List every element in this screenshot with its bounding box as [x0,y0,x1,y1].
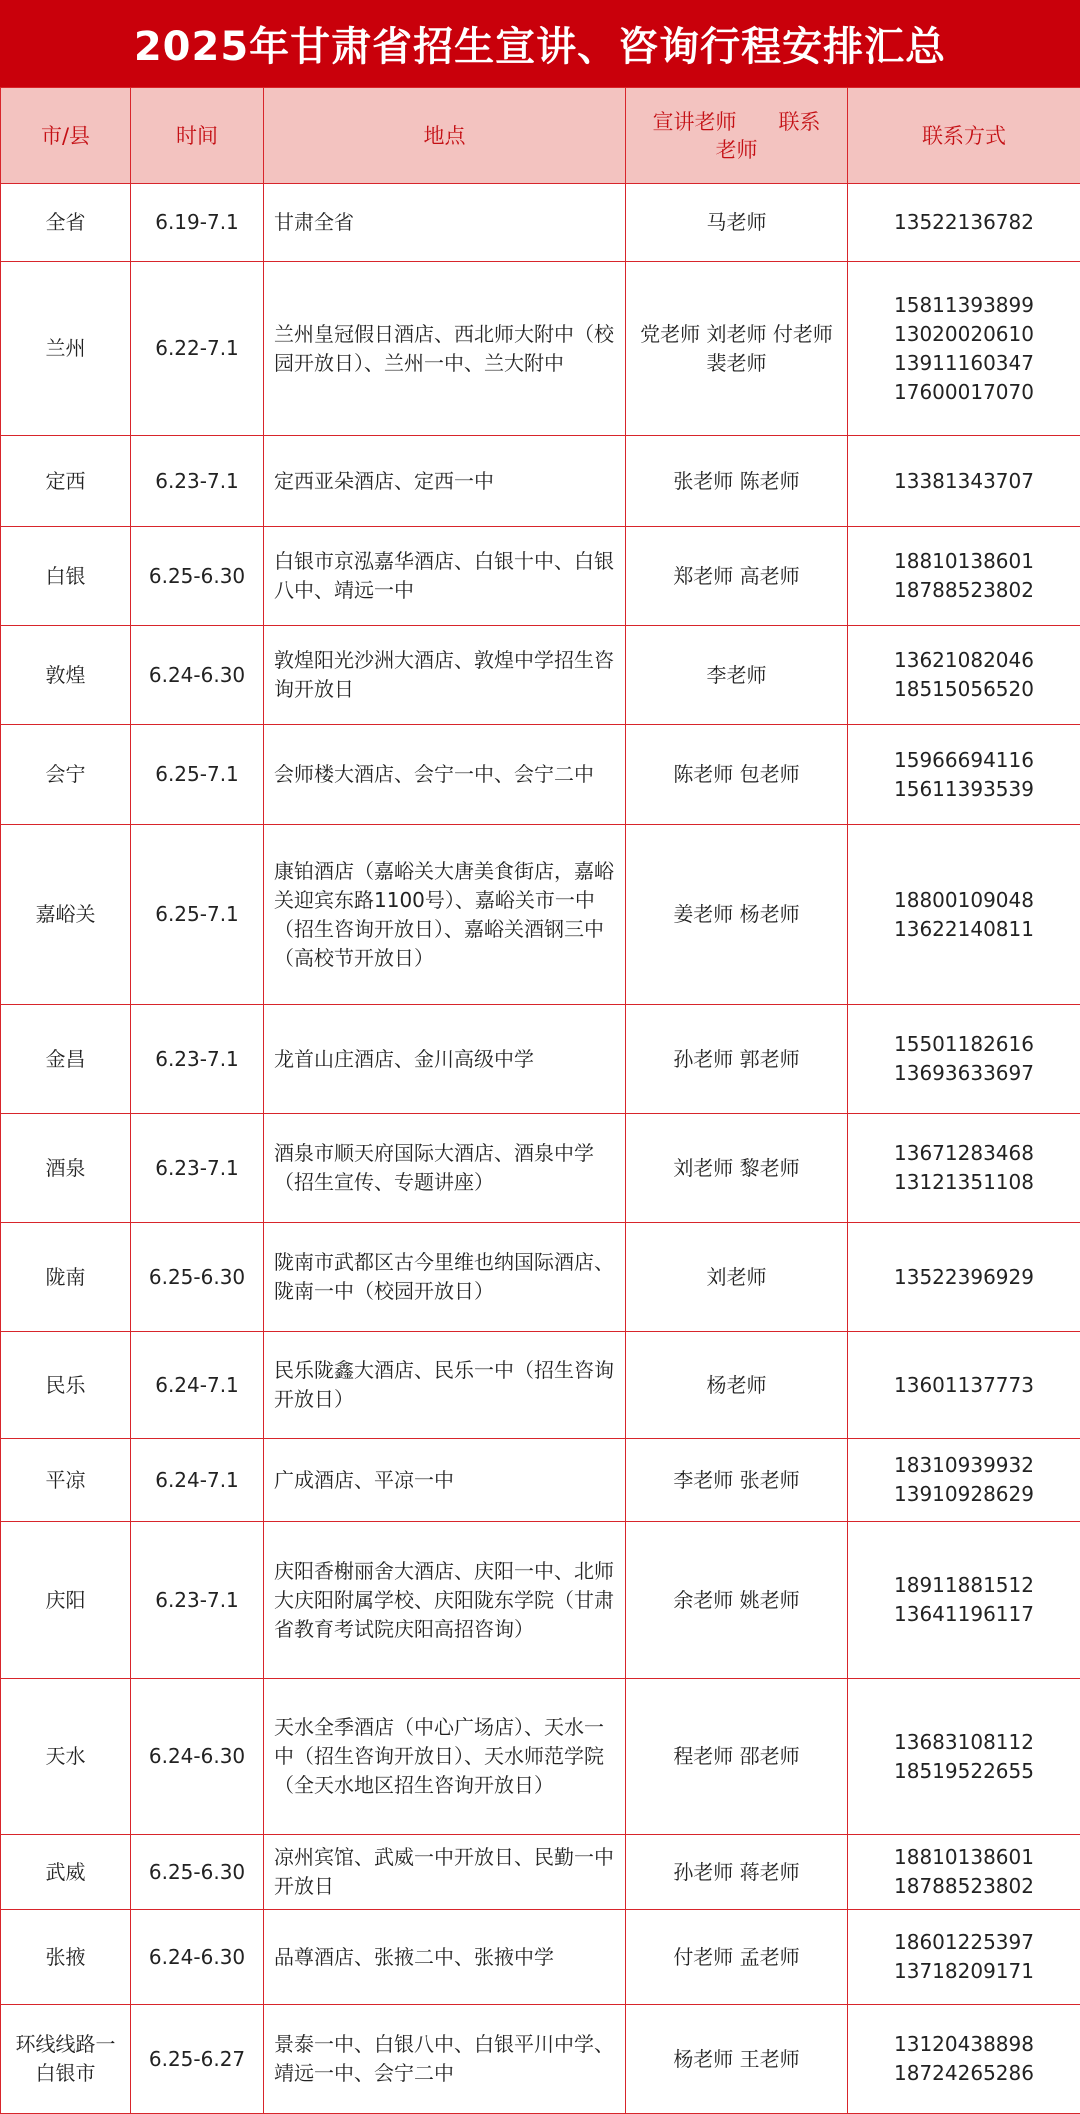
cell-time: 6.23-7.1 [131,1114,264,1223]
cell-city: 敦煌 [1,626,131,725]
page-title: 2025年甘肃省招生宣讲、咨询行程安排汇总 [0,0,1080,87]
cell-phones [848,2005,1080,2114]
cell-teachers: 程老师 邵老师 [626,1679,848,1835]
phone-number: 13522396929 [858,1263,1070,1292]
phone-number: 13121351108 [858,1168,1070,1197]
cell-place: 敦煌阳光沙洲大酒店、敦煌中学招生咨询开放日 [264,626,626,725]
phone-number: 18519522655 [858,1757,1070,1786]
table-row [1,1439,1080,1522]
phone-number: 13683108112 [858,1728,1070,1757]
phone-number: 13020020610 [858,320,1070,349]
cell-phones [848,1910,1080,2005]
table-row [1,1223,1080,1332]
cell-phones [848,725,1080,825]
table-row [1,825,1080,1005]
table-row [1,184,1080,262]
column-header-teachers-line1: 宣讲老师 联系 [636,108,837,136]
phone-number: 18724265286 [858,2059,1070,2088]
table-row [1,1005,1080,1114]
phone-number: 18810138601 [858,547,1070,576]
cell-city: 兰州 [1,262,131,436]
cell-place: 广成酒店、平凉一中 [264,1439,626,1522]
phone-number: 18310939932 [858,1451,1070,1480]
cell-phones [848,436,1080,527]
column-header-city: 市/县 [1,88,131,184]
cell-time: 6.25-7.1 [131,825,264,1005]
table-row [1,262,1080,436]
cell-time: 6.23-7.1 [131,1522,264,1679]
column-header-time: 时间 [131,88,264,184]
phone-number: 13641196117 [858,1600,1070,1629]
cell-time: 6.25-6.30 [131,527,264,626]
table-row [1,1332,1080,1439]
cell-place: 天水全季酒店（中心广场店）、天水一中（招生咨询开放日）、天水师范学院（全天水地区招生咨询开放日） [264,1679,626,1835]
cell-city: 嘉峪关 [1,825,131,1005]
table-row [1,527,1080,626]
cell-place: 甘肃全省 [264,184,626,262]
phone-number: 13910928629 [858,1480,1070,1509]
cell-phones [848,1439,1080,1522]
table-row [1,1835,1080,1910]
cell-teachers: 杨老师 [626,1332,848,1439]
cell-time: 6.23-7.1 [131,436,264,527]
schedule-table [0,87,1080,2114]
cell-city: 陇南 [1,1223,131,1332]
cell-phones [848,1223,1080,1332]
cell-phones [848,626,1080,725]
cell-city: 平凉 [1,1439,131,1522]
phone-number: 18911881512 [858,1571,1070,1600]
cell-place: 兰州皇冠假日酒店、西北师大附中（校园开放日）、兰州一中、兰大附中 [264,262,626,436]
cell-place: 景泰一中、白银八中、白银平川中学、靖远一中、会宁二中 [264,2005,626,2114]
cell-teachers: 杨老师 王老师 [626,2005,848,2114]
cell-place: 庆阳香榭丽舍大酒店、庆阳一中、北师大庆阳附属学校、庆阳陇东学院（甘肃省教育考试院庆阳高招咨询） [264,1522,626,1679]
cell-time: 6.24-7.1 [131,1332,264,1439]
cell-city: 张掖 [1,1910,131,2005]
cell-place: 会师楼大酒店、会宁一中、会宁二中 [264,725,626,825]
phone-number: 13622140811 [858,915,1070,944]
cell-phones [848,1114,1080,1223]
column-header-contact: 联系方式 [848,88,1080,184]
cell-city: 定西 [1,436,131,527]
cell-city: 会宁 [1,725,131,825]
cell-phones [848,1522,1080,1679]
cell-place: 白银市京泓嘉华酒店、白银十中、白银八中、靖远一中 [264,527,626,626]
cell-teachers: 刘老师 黎老师 [626,1114,848,1223]
cell-teachers: 付老师 孟老师 [626,1910,848,2005]
column-header-place: 地点 [264,88,626,184]
table-row [1,626,1080,725]
cell-place: 民乐陇鑫大酒店、民乐一中（招生咨询开放日） [264,1332,626,1439]
cell-time: 6.25-6.27 [131,2005,264,2114]
cell-phones [848,1005,1080,1114]
column-header-teachers [626,88,848,184]
phone-number: 13522136782 [858,208,1070,237]
cell-time: 6.24-6.30 [131,626,264,725]
cell-time: 6.19-7.1 [131,184,264,262]
cell-time: 6.24-6.30 [131,1679,264,1835]
header-row [1,88,1080,184]
table-row [1,725,1080,825]
cell-time: 6.23-7.1 [131,1005,264,1114]
cell-place: 品尊酒店、张掖二中、张掖中学 [264,1910,626,2005]
cell-city: 酒泉 [1,1114,131,1223]
cell-phones [848,825,1080,1005]
cell-teachers: 李老师 张老师 [626,1439,848,1522]
cell-teachers: 马老师 [626,184,848,262]
phone-number: 18601225397 [858,1928,1070,1957]
cell-teachers: 李老师 [626,626,848,725]
cell-time: 6.22-7.1 [131,262,264,436]
phone-number: 13601137773 [858,1371,1070,1400]
cell-place: 龙首山庄酒店、金川高级中学 [264,1005,626,1114]
phone-number: 15811393899 [858,291,1070,320]
cell-place: 凉州宾馆、武威一中开放日、民勤一中开放日 [264,1835,626,1910]
cell-phones [848,1835,1080,1910]
phone-number: 13671283468 [858,1139,1070,1168]
cell-teachers: 姜老师 杨老师 [626,825,848,1005]
cell-time: 6.24-6.30 [131,1910,264,2005]
cell-city: 环线线路一白银市 [1,2005,131,2114]
cell-city: 天水 [1,1679,131,1835]
cell-time: 6.25-6.30 [131,1835,264,1910]
phone-number: 13621082046 [858,646,1070,675]
table-row [1,1679,1080,1835]
cell-time: 6.25-6.30 [131,1223,264,1332]
table-row [1,436,1080,527]
cell-teachers: 刘老师 [626,1223,848,1332]
cell-teachers: 孙老师 蒋老师 [626,1835,848,1910]
cell-time: 6.25-7.1 [131,725,264,825]
phone-number: 15501182616 [858,1030,1070,1059]
cell-place: 定西亚朵酒店、定西一中 [264,436,626,527]
phone-number: 18810138601 [858,1843,1070,1872]
phone-number: 15966694116 [858,746,1070,775]
cell-city: 庆阳 [1,1522,131,1679]
phone-number: 15611393539 [858,775,1070,804]
table-row [1,1522,1080,1679]
phone-number: 17600017070 [858,378,1070,407]
table-row [1,1114,1080,1223]
cell-phones [848,262,1080,436]
cell-city: 民乐 [1,1332,131,1439]
phone-number: 13120438898 [858,2030,1070,2059]
cell-teachers: 郑老师 高老师 [626,527,848,626]
cell-time: 6.24-7.1 [131,1439,264,1522]
cell-teachers: 党老师 刘老师 付老师 裴老师 [626,262,848,436]
cell-city: 白银 [1,527,131,626]
column-header-teachers-line2: 老师 [636,136,837,164]
phone-number: 13718209171 [858,1957,1070,1986]
phone-number: 13911160347 [858,349,1070,378]
cell-teachers: 陈老师 包老师 [626,725,848,825]
phone-number: 13693633697 [858,1059,1070,1088]
cell-phones [848,1679,1080,1835]
table-row [1,1910,1080,2005]
cell-teachers: 张老师 陈老师 [626,436,848,527]
cell-place: 陇南市武都区古今里维也纳国际酒店、陇南一中（校园开放日） [264,1223,626,1332]
cell-phones [848,527,1080,626]
cell-teachers: 余老师 姚老师 [626,1522,848,1679]
cell-city: 金昌 [1,1005,131,1114]
cell-city: 全省 [1,184,131,262]
cell-phones [848,1332,1080,1439]
phone-number: 18800109048 [858,886,1070,915]
phone-number: 18515056520 [858,675,1070,704]
cell-place: 康铂酒店（嘉峪关大唐美食街店，嘉峪关迎宾东路1100号）、嘉峪关市一中（招生咨询开放日）、嘉峪关酒钢三中（高校节开放日） [264,825,626,1005]
phone-number: 18788523802 [858,1872,1070,1901]
cell-place: 酒泉市顺天府国际大酒店、酒泉中学（招生宣传、专题讲座） [264,1114,626,1223]
phone-number: 18788523802 [858,576,1070,605]
phone-number: 13381343707 [858,467,1070,496]
table-row [1,2005,1080,2114]
cell-city: 武威 [1,1835,131,1910]
cell-phones [848,184,1080,262]
cell-teachers: 孙老师 郭老师 [626,1005,848,1114]
